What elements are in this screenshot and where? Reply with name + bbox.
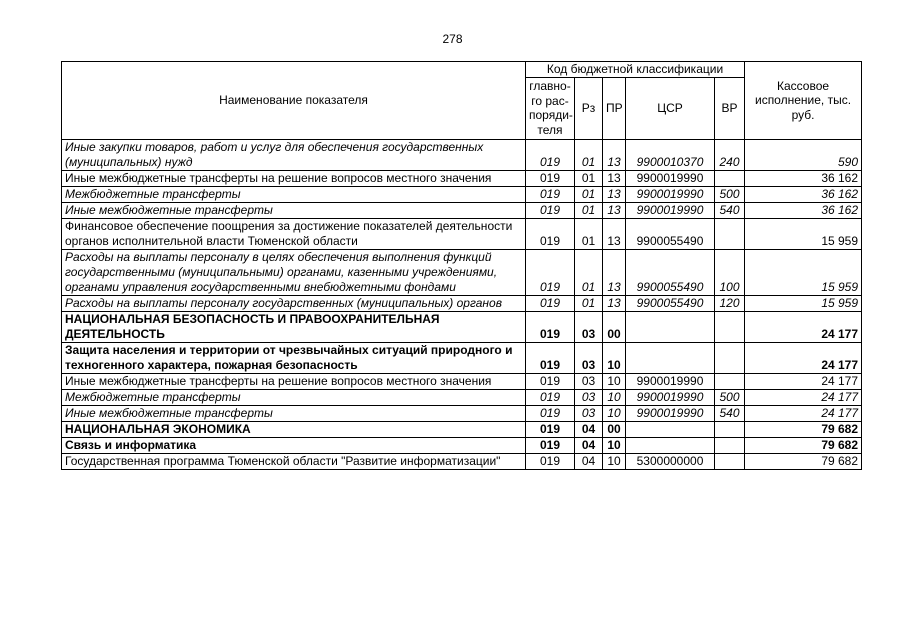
header-classification-group: Код бюджетной классификации	[526, 62, 745, 78]
cell-name: Связь и информатика	[62, 437, 526, 453]
cell-rz: 04	[575, 437, 603, 453]
header-row-top	[62, 62, 862, 78]
header-csr: ЦСР	[626, 77, 715, 139]
cell-name: Финансовое обеспечение поощрения за достижение показателей деятельности органов исполнительной власти Тюменской области	[62, 218, 526, 249]
cell-csr: 9900019990	[626, 202, 715, 218]
cell-admin: 019	[526, 421, 575, 437]
cell-admin: 019	[526, 170, 575, 186]
cell-admin: 019	[526, 405, 575, 421]
cell-pr: 00	[603, 421, 626, 437]
cell-csr: 5300000000	[626, 453, 715, 469]
cell-rz: 01	[575, 218, 603, 249]
cell-csr	[626, 311, 715, 342]
table-row	[62, 373, 862, 389]
cell-rz: 01	[575, 186, 603, 202]
cell-amount: 36 162	[745, 186, 862, 202]
cell-pr: 10	[603, 342, 626, 373]
cell-csr: 9900019990	[626, 389, 715, 405]
cell-name: Иные межбюджетные трансферты на решение вопросов местного значения	[62, 170, 526, 186]
cell-admin: 019	[526, 295, 575, 311]
cell-amount: 24 177	[745, 373, 862, 389]
cell-rz: 04	[575, 453, 603, 469]
table-row	[62, 405, 862, 421]
header-amount: Кассовое исполнение, тыс. руб.	[745, 62, 862, 140]
cell-amount: 36 162	[745, 170, 862, 186]
cell-admin: 019	[526, 186, 575, 202]
cell-vr	[715, 437, 745, 453]
cell-csr: 9900055490	[626, 295, 715, 311]
cell-name: Расходы на выплаты персоналу в целях обеспечения выполнения функций государственными (муниципальными) органами, казенными учреждениями, органами управления государственными внебюджетными фондами	[62, 249, 526, 295]
header-name: Наименование показателя	[62, 62, 526, 140]
header-admin: главно-го рас-поряди-теля	[526, 77, 575, 139]
cell-name: Расходы на выплаты персоналу государственных (муниципальных) органов	[62, 295, 526, 311]
cell-admin: 019	[526, 218, 575, 249]
cell-name: Межбюджетные трансферты	[62, 389, 526, 405]
cell-csr: 9900055490	[626, 218, 715, 249]
table-row	[62, 342, 862, 373]
cell-vr	[715, 170, 745, 186]
cell-rz: 03	[575, 342, 603, 373]
cell-vr: 500	[715, 389, 745, 405]
table-row	[62, 186, 862, 202]
cell-rz: 01	[575, 202, 603, 218]
cell-rz: 03	[575, 311, 603, 342]
table-row	[62, 389, 862, 405]
cell-name: НАЦИОНАЛЬНАЯ БЕЗОПАСНОСТЬ И ПРАВООХРАНИТЕЛЬНАЯ ДЕЯТЕЛЬНОСТЬ	[62, 311, 526, 342]
table-row	[62, 202, 862, 218]
cell-csr	[626, 421, 715, 437]
cell-pr: 13	[603, 139, 626, 170]
cell-name: НАЦИОНАЛЬНАЯ ЭКОНОМИКА	[62, 421, 526, 437]
cell-amount: 24 177	[745, 405, 862, 421]
cell-amount: 15 959	[745, 218, 862, 249]
cell-name: Государственная программа Тюменской области "Развитие информатизации"	[62, 453, 526, 469]
cell-csr: 9900019990	[626, 170, 715, 186]
cell-rz: 01	[575, 295, 603, 311]
cell-amount: 24 177	[745, 342, 862, 373]
cell-rz: 03	[575, 389, 603, 405]
cell-name: Иные межбюджетные трансферты	[62, 202, 526, 218]
cell-rz: 03	[575, 405, 603, 421]
cell-vr	[715, 342, 745, 373]
cell-vr	[715, 453, 745, 469]
cell-pr: 10	[603, 405, 626, 421]
cell-pr: 13	[603, 202, 626, 218]
cell-rz: 03	[575, 373, 603, 389]
cell-vr: 540	[715, 405, 745, 421]
cell-vr	[715, 373, 745, 389]
table-body	[62, 139, 862, 469]
cell-vr: 540	[715, 202, 745, 218]
cell-rz: 01	[575, 249, 603, 295]
cell-name: Межбюджетные трансферты	[62, 186, 526, 202]
cell-name: Иные закупки товаров, работ и услуг для обеспечения государственных (муниципальных) нужд	[62, 139, 526, 170]
cell-pr: 10	[603, 453, 626, 469]
cell-admin: 019	[526, 453, 575, 469]
cell-amount: 15 959	[745, 295, 862, 311]
cell-vr	[715, 218, 745, 249]
cell-csr: 9900010370	[626, 139, 715, 170]
cell-amount: 79 682	[745, 437, 862, 453]
cell-amount: 590	[745, 139, 862, 170]
cell-amount: 24 177	[745, 311, 862, 342]
cell-pr: 13	[603, 186, 626, 202]
cell-pr: 10	[603, 373, 626, 389]
cell-admin: 019	[526, 249, 575, 295]
cell-name: Иные межбюджетные трансферты	[62, 405, 526, 421]
cell-admin: 019	[526, 342, 575, 373]
table-row	[62, 453, 862, 469]
table-row	[62, 249, 862, 295]
cell-admin: 019	[526, 202, 575, 218]
budget-table	[61, 61, 862, 470]
cell-pr: 00	[603, 311, 626, 342]
table-row	[62, 139, 862, 170]
cell-amount: 79 682	[745, 453, 862, 469]
cell-amount: 36 162	[745, 202, 862, 218]
cell-vr: 120	[715, 295, 745, 311]
cell-amount: 15 959	[745, 249, 862, 295]
cell-csr: 9900019990	[626, 405, 715, 421]
page-number: 278	[442, 32, 463, 46]
cell-name: Защита населения и территории от чрезвычайных ситуаций природного и техногенного характера, пожарная безопасность	[62, 342, 526, 373]
cell-rz: 04	[575, 421, 603, 437]
cell-csr	[626, 342, 715, 373]
cell-pr: 13	[603, 295, 626, 311]
table-row	[62, 295, 862, 311]
cell-pr: 13	[603, 170, 626, 186]
table-row	[62, 311, 862, 342]
cell-vr	[715, 311, 745, 342]
cell-vr: 100	[715, 249, 745, 295]
cell-rz: 01	[575, 170, 603, 186]
cell-pr: 10	[603, 437, 626, 453]
cell-admin: 019	[526, 139, 575, 170]
cell-csr: 9900019990	[626, 186, 715, 202]
cell-csr	[626, 437, 715, 453]
cell-admin: 019	[526, 373, 575, 389]
table-row	[62, 170, 862, 186]
cell-pr: 13	[603, 249, 626, 295]
cell-amount: 79 682	[745, 421, 862, 437]
cell-csr: 9900019990	[626, 373, 715, 389]
cell-vr: 500	[715, 186, 745, 202]
cell-rz: 01	[575, 139, 603, 170]
table-row	[62, 421, 862, 437]
cell-vr: 240	[715, 139, 745, 170]
cell-admin: 019	[526, 311, 575, 342]
header-vr: ВР	[715, 77, 745, 139]
cell-amount: 24 177	[745, 389, 862, 405]
cell-vr	[715, 421, 745, 437]
cell-admin: 019	[526, 437, 575, 453]
cell-admin: 019	[526, 389, 575, 405]
header-rz: Рз	[575, 77, 603, 139]
cell-pr: 13	[603, 218, 626, 249]
table-row	[62, 218, 862, 249]
cell-name: Иные межбюджетные трансферты на решение вопросов местного значения	[62, 373, 526, 389]
cell-csr: 9900055490	[626, 249, 715, 295]
cell-pr: 10	[603, 389, 626, 405]
table-row	[62, 437, 862, 453]
header-pr: ПР	[603, 77, 626, 139]
